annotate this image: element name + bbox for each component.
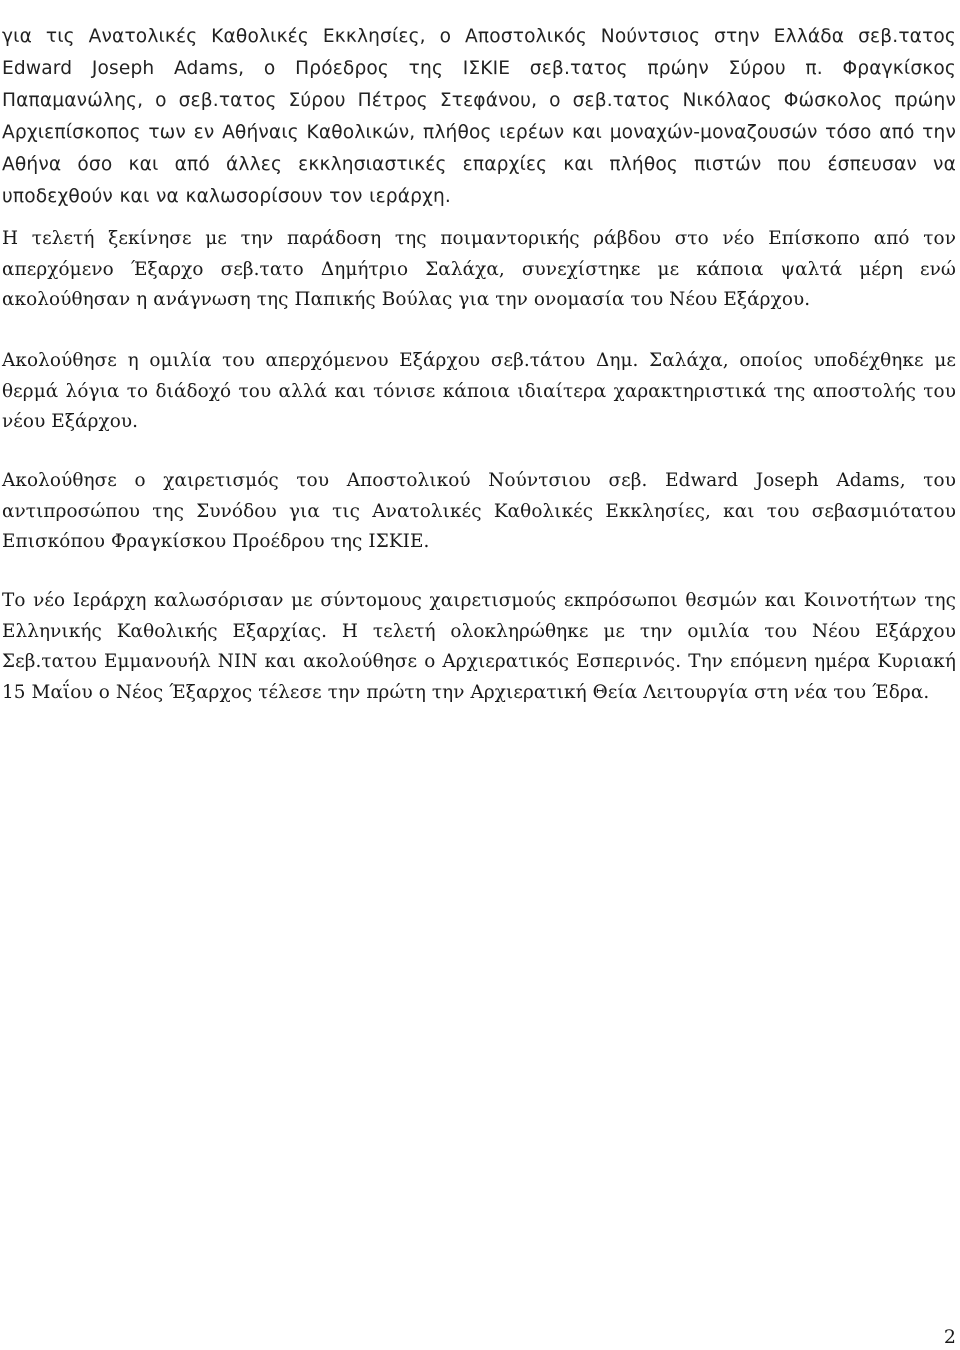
- paragraph-nuncio-greeting: Ακολούθησε ο χαιρετισμός του Αποστολικού Νούντσιου σεβ. Edward Joseph Adams, του αντιπροσώπου της Συνόδου για τις Ανατολικές Καθολικές Εκκλησίες, και του σεβασμιότατου Επισκόπου Φραγκίσκου Προέδρου της ΙΣΚΙΕ.: [2, 470, 956, 553]
- paragraph-ceremony-start: Η τελετή ξεκίνησε με την παράδοση της ποιμαντορικής ράβδου στο νέο Επίσκοπο από τον απερχόμενο Έξαρχο σεβ.τατο Δημήτριο Σαλάχα, συνεχίστηκε με κάποια ψαλτά μέρη ενώ ακολούθησαν η ανάγνωση της Παπικής Βούλας για την ονομασία του Νέου Εξάρχου.: [2, 228, 956, 311]
- page-number: 2: [943, 1326, 956, 1348]
- paragraph-continuation: για τις Ανατολικές Καθολικές Εκκλησίες, ο Αποστολικός Νούντσιος στην Ελλάδα σεβ.τατος Edward Joseph Adams, ο Πρόεδρος της ΙΣΚΙΕ σεβ.τατος πρώην Σύρου π. Φραγκίσκος Παπαμανώλης, ο σεβ.τατος Σύρου Πέτρος Στεφάνου, ο σεβ.τατος Νικόλαος Φώσκολος πρώην Αρχιεπίσκοπος των εν Αθήναις Καθολικών, πλήθος ιερέων και μοναχών-μοναζουσών τόσο από την Αθήνα όσο και από άλλες εκκλησιαστικές επαρχίες και πλήθος πιστών που έσπευσαν να υποδεχθούν και να καλωσορίσουν τον ιεράρχη.: [2, 25, 956, 207]
- paragraph-outgoing-exarch-speech: Ακολούθησε η ομιλία του απερχόμενου Εξάρχου σεβ.τάτου Δημ. Σαλάχα, οποίος υποδέχθηκε με θερμά λόγια το διάδοχό του αλλά και τόνισε κάποια ιδιαίτερα χαρακτηριστικά της αποστολής του νέου Εξάρχου.: [2, 350, 956, 433]
- paragraph-ceremony-end: Το νέο Ιεράρχη καλωσόρισαν με σύντομους χαιρετισμούς εκπρόσωποι θεσμών και Κοινοτήτων της Ελληνικής Καθολικής Εξαρχίας. Η τελετή ολοκληρώθηκε με την ομιλία του Νέου Εξάρχου Σεβ.τατου Εμμανουήλ ΝΙΝ και ακολούθησε ο Αρχιερατικός Εσπερινός. Την επόμενη ημέρα Κυριακή 15 Μαΐου ο Νέος Έξαρχος τέλεσε την πρώτη την Αρχιερατική Θεία Λειτουργία στη νέα του Έδρα.: [2, 590, 956, 703]
